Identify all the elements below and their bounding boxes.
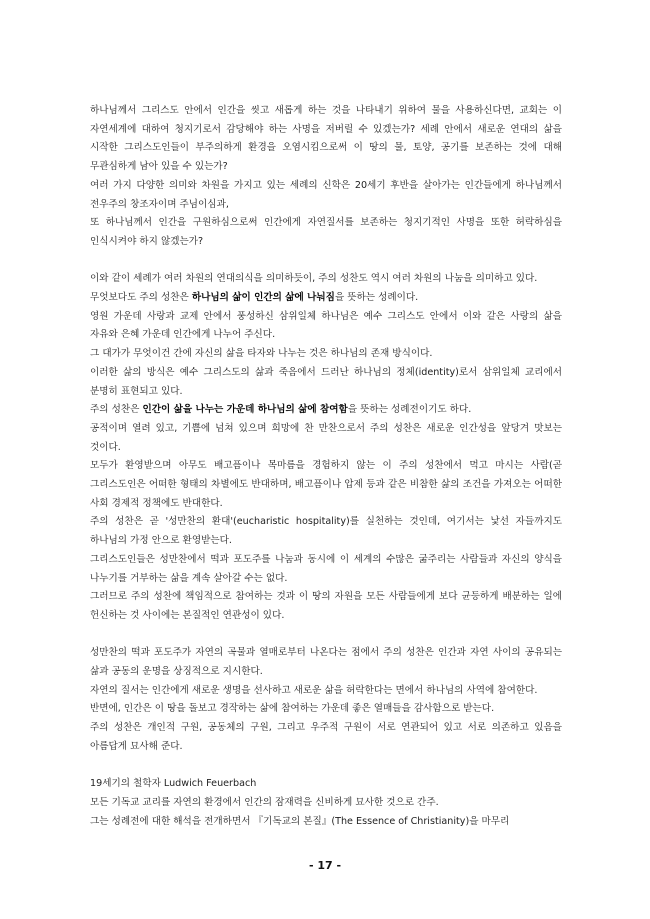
- paragraph-emphasis: [90, 289, 562, 308]
- paragraph: 이러한 삶의 방식은 예수 그리스도의 삶과 죽음에서 드러난 하나님의 정체(identity)로서 삼위일체 교리에서 분명히 표현되고 있다.: [90, 366, 562, 397]
- paragraph: 그리스도인들은 성만찬에서 떡과 포도주를 나눔과 동시에 이 세계의 수많은 굶주리는 사람들과 자신의 양식을 나누기를 거부하는 삶을 계속 살아갈 수는 없다.: [90, 553, 562, 584]
- paragraph: 성만찬의 떡과 포도주가 자연의 곡물과 열매로부터 나온다는 점에서 주의 성찬은 인간과 자연 사이의 공유되는 삶과 공동의 운명을 상징적으로 지시한다.: [90, 647, 562, 678]
- paragraph: 주의 성찬은 개인적 구원, 공동체의 구원, 그리고 우주적 구원이 서로 연관되어 있고 서로 의존하고 있음을 아름답게 묘사해 준다.: [90, 722, 562, 752]
- paragraph: 반면에, 인간은 이 땅을 돌보고 경작하는 삶에 참여하는 가운데 좋은 열매들을 감사함으로 받는다.: [90, 703, 495, 715]
- paragraph: 또 하나님께서 인간을 구원하심으로써 인간에게 자연질서를 보존하는 청지기적인 사명을 또한 허락하심을 인식시켜야 하지 않겠는가?: [90, 217, 562, 247]
- page-number: - 17 -: [308, 859, 342, 872]
- paragraph: 하나님께서 그리스도 안에서 인간을 씻고 새롭게 하는 것을 나타내기 위하여 물을 사용하신다면, 교회는 이 자연세계에 대하여 청지기로서 감당해야 하는 사명을 저버릴 수 있겠는가? 세례 안에서 새로운 연대의 삶을 시작한 그리스도인들이 부주의하게 환경을 오염시킴으로써 이 땅의 물, 토양, 공기를 보존하는 것에 대해 무관심하게 남아 있을 수 있는가?: [90, 105, 562, 173]
- paragraph: 그 대가가 무엇이건 간에 자신의 삶을 타자와 나누는 것은 하나님의 존재 방식이다.: [90, 348, 433, 360]
- paragraph: 자연의 질서는 인간에게 새로운 생명을 선사하고 새로운 삶을 허락한다는 면에서 하나님의 사역에 참여한다.: [90, 684, 538, 696]
- paragraph: 공적이며 열려 있고, 기쁨에 넘쳐 있으며 희망에 찬 만찬으로서 주의 성찬은 새로운 인간성을 앞당겨 맛보는 것이다.: [90, 422, 562, 453]
- paragraph: 모든 기독교 교리를 자연의 환경에서 인간의 잠재력을 신비하게 묘사한 것으로 간주.: [90, 796, 439, 808]
- paragraph-gap: [90, 626, 562, 645]
- paragraph-emphasis: [90, 401, 562, 420]
- text-run: 을 뜻하는 성례이다.: [334, 292, 419, 304]
- bold-phrase: 하나님의 삶이 인간의 삶에 나눠짐: [191, 292, 335, 304]
- paragraph: 영원 가운데 사랑과 교제 안에서 풍성하신 삼위일체 하나님은 예수 그리스도 안에서 이와 같은 사랑의 삶을 자유와 은혜 가운데 인간에게 나누어 주신다.: [90, 310, 562, 341]
- paragraph: 그는 성례전에 대한 해석을 전개하면서 『기독교의 본질』(The Essence of Christianity)을 마무리: [90, 815, 510, 827]
- text-run: 주의 성찬은: [90, 404, 143, 416]
- paragraph: 주의 성찬은 곧 '성만찬의 환대'(eucharistic hospitality)를 실천하는 것인데, 여기서는 낯선 자들까지도 하나님의 가정 안으로 환영받는다.: [90, 516, 562, 547]
- paragraph: 19세기의 철학자 Ludwich Feuerbach: [90, 778, 257, 790]
- text-run: 을 뜻하는 성례전이기도 하다.: [347, 404, 472, 416]
- paragraph: 이와 같이 세례가 여러 차원의 연대의식을 의미하듯이, 주의 성찬도 역시 여러 차원의 나눔을 의미하고 있다.: [90, 273, 538, 285]
- paragraph: 그러므로 주의 성찬에 책임적으로 참여하는 것과 이 땅의 자원을 모든 사람들에게 보다 균등하게 배분하는 일에 헌신하는 것 사이에는 본질적인 연관성이 있다.: [90, 591, 562, 621]
- bold-phrase: 인간이 삶을 나누는 가운데 하나님의 삶에 참여함: [142, 404, 348, 416]
- paragraph-gap: [90, 252, 562, 271]
- paragraph: 여러 가지 다양한 의미와 차원을 가지고 있는 세례의 신학은 20세기 후반을 살아가는 인간들에게 하나님께서 전우주의 창조자이며 주님이심과,: [90, 179, 562, 210]
- text-run: 무엇보다도 주의 성찬은: [90, 292, 192, 304]
- document-body: [90, 102, 562, 831]
- paragraph: 모두가 환영받으며 아무도 배고픔이나 목마름을 경험하지 않는 이 주의 성찬에서 먹고 마시는 사람(곧 그리스도인은 어떠한 형태의 차별에도 반대하며, 배고픔이나 압제 등과 같은 비참한 삶의 조건을 가져오는 어떠한 사회 경제적 정책에도 반대한다.: [90, 460, 562, 509]
- paragraph-gap: [90, 757, 562, 776]
